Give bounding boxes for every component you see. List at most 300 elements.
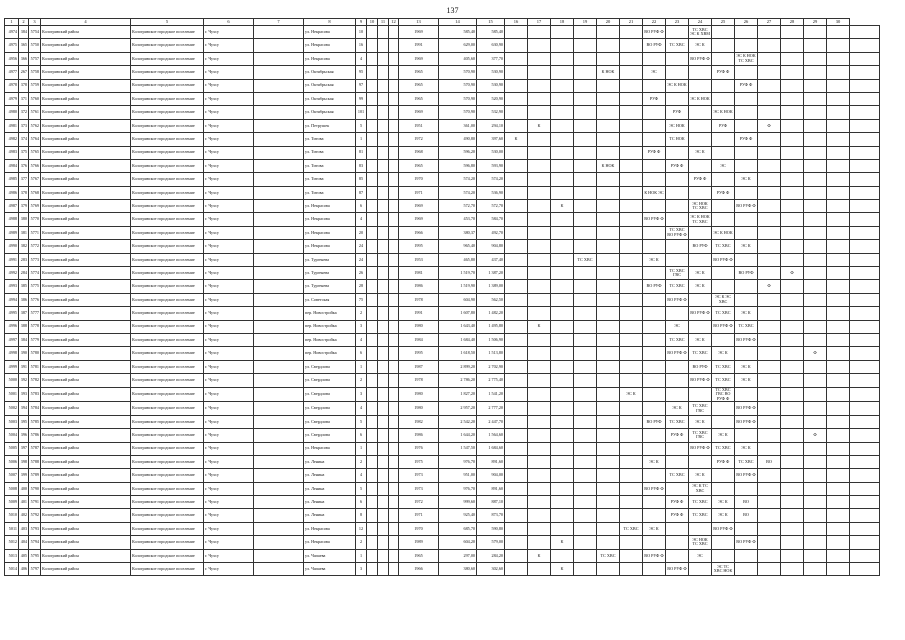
cell-house: 6 [356, 429, 367, 442]
cell-empty [735, 106, 758, 119]
cell-empty [389, 66, 399, 79]
cell-empty [378, 429, 389, 442]
cell-district: Кологривский район [41, 320, 131, 333]
cell-empty [574, 146, 597, 159]
cell-empty [551, 482, 574, 495]
cell-year: 1969 [399, 213, 439, 226]
cell-empty [850, 173, 880, 186]
cell-empty [389, 455, 399, 468]
cell-year: 1970 [399, 173, 439, 186]
cell-utility-code: ЭС [666, 320, 689, 333]
cell-empty [378, 415, 389, 428]
cell-street: ул. Тургенева [304, 267, 356, 280]
cell-utility-code: РУФ Ф [666, 496, 689, 509]
cell-house: 3 [356, 387, 367, 402]
cell-empty [378, 159, 389, 172]
cell-empty [804, 253, 827, 266]
cell-street: ул. Октябрьская [304, 92, 356, 105]
cell-empty [597, 226, 620, 239]
cell-empty [254, 496, 304, 509]
cell-utility-code: ВО РУФ Ф [643, 26, 666, 39]
cell-empty [551, 347, 574, 360]
cell-empty [367, 253, 378, 266]
cell-house: 2 [356, 307, 367, 320]
cell-a1: 685,70 [439, 522, 477, 535]
cell-empty [574, 455, 597, 468]
cell-utility-code: ВО РУФ Ф [735, 200, 758, 213]
cell-empty [378, 240, 389, 253]
cell-c1: 5007 [5, 469, 19, 482]
cell-empty [827, 496, 850, 509]
cell-a2: 437,40 [477, 253, 505, 266]
cell-empty [389, 146, 399, 159]
cell-street: ул. Ленина [304, 482, 356, 495]
cell-empty [597, 320, 620, 333]
cell-utility-code: ВО [735, 509, 758, 522]
cell-year: 1986 [399, 429, 439, 442]
cell-utility-code: ВО РУФ Ф [735, 333, 758, 346]
cell-house: 6 [356, 496, 367, 509]
cell-house: 20 [356, 226, 367, 239]
cell-utility-code: ЭС К [712, 496, 735, 509]
cell-district: Кологривский район [41, 92, 131, 105]
cell-a2: 1 506,90 [477, 333, 505, 346]
cell-empty [528, 293, 551, 306]
cell-empty [389, 200, 399, 213]
cell-empty [551, 173, 574, 186]
cell-empty [254, 522, 304, 535]
cell-empty [254, 159, 304, 172]
cell-empty [758, 402, 781, 415]
cell-empty [620, 52, 643, 65]
cell-empty [758, 106, 781, 119]
cell-empty [254, 402, 304, 415]
cell-empty [781, 39, 804, 52]
cell-empty [254, 213, 304, 226]
cell-empty [758, 536, 781, 549]
cell-empty [850, 509, 880, 522]
cell-settlement: Кологривское городское поселение [131, 186, 204, 199]
cell-utility-code: ЭС К [689, 469, 712, 482]
cell-empty [378, 402, 389, 415]
cell-a2: 1 495,80 [477, 320, 505, 333]
cell-utility-code: ВО РУФ [643, 280, 666, 293]
cell-empty [254, 360, 304, 373]
cell-empty [528, 429, 551, 442]
cell-empty [804, 159, 827, 172]
cell-town: г. Чухсу [204, 106, 254, 119]
cell-empty [735, 146, 758, 159]
cell-empty [551, 333, 574, 346]
cell-a2: 590,80 [477, 522, 505, 535]
cell-empty [389, 374, 399, 387]
cell-a1: 1 519,90 [439, 280, 477, 293]
cell-utility-code: ЭС К [712, 429, 735, 442]
cell-empty [643, 307, 666, 320]
cell-c1: 4998 [5, 347, 19, 360]
cell-empty [620, 482, 643, 495]
cell-empty [735, 26, 758, 39]
column-header: 14 [439, 19, 477, 26]
cell-year: 1975 [399, 455, 439, 468]
cell-empty [712, 333, 735, 346]
cell-empty [389, 402, 399, 415]
cell-empty [850, 536, 880, 549]
column-header: 18 [551, 19, 574, 26]
cell-empty [850, 442, 880, 455]
cell-empty [689, 159, 712, 172]
cell-settlement: Кологривское городское поселение [131, 267, 204, 280]
cell-settlement: Кологривское городское поселение [131, 119, 204, 132]
cell-a1: 1 519,70 [439, 267, 477, 280]
cell-empty [758, 26, 781, 39]
cell-utility-code: ТС ХВС [712, 307, 735, 320]
cell-c1: 4983 [5, 146, 19, 159]
cell-utility-code: ТС ХВС ГВС [689, 429, 712, 442]
cell-district: Кологривский район [41, 79, 131, 92]
cell-utility-code: К НОК [597, 66, 620, 79]
cell-empty [827, 374, 850, 387]
cell-empty [254, 253, 304, 266]
cell-empty [850, 186, 880, 199]
cell-settlement: Кологривское городское поселение [131, 26, 204, 39]
cell-a2: 492,70 [477, 226, 505, 239]
cell-empty [850, 253, 880, 266]
cell-year: 1973 [399, 482, 439, 495]
cell-empty [528, 442, 551, 455]
cell-utility-code: ТС ХВС [712, 360, 735, 373]
table-row [5, 133, 880, 146]
cell-settlement: Кологривское городское поселение [131, 293, 204, 306]
cell-a1: 976,70 [439, 482, 477, 495]
cell-empty [666, 253, 689, 266]
cell-house: 95 [356, 66, 367, 79]
cell-empty [597, 173, 620, 186]
cell-empty [505, 415, 528, 428]
cell-empty [528, 374, 551, 387]
cell-empty [505, 213, 528, 226]
cell-settlement: Кологривское городское поселение [131, 442, 204, 455]
cell-empty [712, 469, 735, 482]
table-row [5, 402, 880, 415]
cell-street: ул. Свердлова [304, 429, 356, 442]
cell-empty [528, 387, 551, 402]
cell-empty [574, 159, 597, 172]
cell-empty [758, 387, 781, 402]
cell-empty [367, 159, 378, 172]
cell-empty [620, 106, 643, 119]
cell-street: ул. Чапаева [304, 549, 356, 562]
cell-c2: 395 [19, 415, 29, 428]
cell-empty [574, 213, 597, 226]
cell-utility-code: ТС ХВС [574, 253, 597, 266]
cell-empty [574, 39, 597, 52]
cell-town: г. Чухсу [204, 563, 254, 576]
cell-a1: 570,90 [439, 92, 477, 105]
cell-empty [804, 482, 827, 495]
cell-c2: 400 [19, 482, 29, 495]
cell-c2: 392 [19, 374, 29, 387]
cell-c2: 382 [19, 240, 29, 253]
cell-empty [643, 496, 666, 509]
cell-empty [827, 173, 850, 186]
cell-empty [850, 429, 880, 442]
cell-c2: 377 [19, 173, 29, 186]
cell-empty [850, 39, 880, 52]
table-row [5, 200, 880, 213]
cell-empty [643, 563, 666, 576]
column-header: 1 [5, 19, 19, 26]
cell-empty [827, 455, 850, 468]
cell-empty [505, 267, 528, 280]
cell-district: Кологривский район [41, 333, 131, 346]
cell-settlement: Кологривское городское поселение [131, 39, 204, 52]
cell-settlement: Кологривское городское поселение [131, 387, 204, 402]
table-row [5, 522, 880, 535]
cell-empty [712, 79, 735, 92]
cell-empty [367, 79, 378, 92]
cell-empty [620, 333, 643, 346]
cell-empty [758, 333, 781, 346]
cell-empty [505, 280, 528, 293]
cell-c2: 406 [19, 563, 29, 576]
cell-empty [827, 293, 850, 306]
cell-empty [528, 133, 551, 146]
cell-district: Кологривский район [41, 146, 131, 159]
cell-empty [850, 549, 880, 562]
cell-utility-code: ВО РУФ Ф [666, 347, 689, 360]
cell-empty [781, 360, 804, 373]
cell-empty [551, 66, 574, 79]
cell-a2: 891,60 [477, 482, 505, 495]
cell-town: г. Чухсу [204, 496, 254, 509]
cell-empty [551, 509, 574, 522]
cell-empty [389, 307, 399, 320]
cell-empty [254, 387, 304, 402]
cell-empty [551, 402, 574, 415]
cell-empty [620, 133, 643, 146]
cell-empty [574, 79, 597, 92]
cell-district: Кологривский район [41, 509, 131, 522]
cell-empty [781, 92, 804, 105]
cell-c1: 5004 [5, 429, 19, 442]
cell-district: Кологривский район [41, 455, 131, 468]
cell-empty [735, 280, 758, 293]
cell-a2: 1 389,00 [477, 280, 505, 293]
table-row [5, 469, 880, 482]
cell-empty [574, 119, 597, 132]
cell-a2: 891,60 [477, 455, 505, 468]
cell-utility-code: ЭС К [689, 146, 712, 159]
cell-c3: 5790 [29, 482, 41, 495]
cell-a2: 904,80 [477, 240, 505, 253]
cell-empty [367, 146, 378, 159]
cell-empty [378, 133, 389, 146]
cell-empty [758, 442, 781, 455]
cell-c1: 4993 [5, 280, 19, 293]
cell-street: пер. Новостройка [304, 333, 356, 346]
cell-settlement: Кологривское городское поселение [131, 347, 204, 360]
cell-c1: 4982 [5, 133, 19, 146]
cell-settlement: Кологривское городское поселение [131, 79, 204, 92]
cell-empty [378, 293, 389, 306]
cell-utility-code: ВО РУФ Ф [712, 253, 735, 266]
cell-empty [505, 293, 528, 306]
cell-settlement: Кологривское городское поселение [131, 374, 204, 387]
cell-utility-code: ВО РУФ Ф [666, 563, 689, 576]
cell-empty [378, 213, 389, 226]
cell-c3: 5787 [29, 442, 41, 455]
cell-c1: 4994 [5, 293, 19, 306]
cell-empty [378, 226, 389, 239]
table-row [5, 374, 880, 387]
cell-a1: 585,40 [439, 26, 477, 39]
cell-empty [597, 482, 620, 495]
cell-settlement: Кологривское городское поселение [131, 482, 204, 495]
cell-empty [597, 79, 620, 92]
cell-empty [389, 320, 399, 333]
cell-empty [597, 92, 620, 105]
cell-a2: 536,90 [477, 186, 505, 199]
cell-district: Кологривский район [41, 52, 131, 65]
cell-empty [378, 455, 389, 468]
table-row [5, 39, 880, 52]
cell-empty [827, 469, 850, 482]
cell-empty [574, 226, 597, 239]
cell-empty [643, 333, 666, 346]
cell-utility-code: ВО РУФ Ф [735, 469, 758, 482]
cell-empty [367, 119, 378, 132]
cell-c3: 5757 [29, 52, 41, 65]
cell-empty [505, 26, 528, 39]
cell-empty [254, 39, 304, 52]
cell-empty [850, 267, 880, 280]
cell-town: г. Чухсу [204, 482, 254, 495]
cell-utility-code: ЭС К [689, 267, 712, 280]
cell-year: 1969 [399, 200, 439, 213]
cell-settlement: Кологривское городское поселение [131, 509, 204, 522]
table-row [5, 442, 880, 455]
cell-house: 5 [356, 119, 367, 132]
cell-empty [597, 26, 620, 39]
cell-house: 101 [356, 106, 367, 119]
cell-c2: 376 [19, 159, 29, 172]
cell-utility-code: ТС ХВС [620, 522, 643, 535]
cell-empty [850, 387, 880, 402]
cell-empty [735, 563, 758, 576]
cell-house: 26 [356, 267, 367, 280]
cell-empty [620, 563, 643, 576]
cell-house: 6 [356, 347, 367, 360]
cell-empty [781, 415, 804, 428]
cell-empty [827, 159, 850, 172]
cell-empty [367, 549, 378, 562]
cell-empty [827, 482, 850, 495]
cell-empty [827, 119, 850, 132]
cell-street: ул. Некрасова [304, 442, 356, 455]
cell-empty [389, 387, 399, 402]
cell-empty [781, 280, 804, 293]
cell-empty [528, 159, 551, 172]
cell-empty [597, 536, 620, 549]
column-header: 8 [304, 19, 356, 26]
cell-empty [620, 307, 643, 320]
cell-a1: 1 618,50 [439, 347, 477, 360]
cell-town: г. Чухсу [204, 92, 254, 105]
cell-year: 1965 [399, 92, 439, 105]
cell-empty [758, 360, 781, 373]
cell-a2: 530,00 [477, 146, 505, 159]
cell-a2: 593,90 [477, 159, 505, 172]
cell-empty [528, 360, 551, 373]
cell-district: Кологривский район [41, 536, 131, 549]
cell-empty [389, 347, 399, 360]
cell-empty [827, 522, 850, 535]
cell-a2: 562,50 [477, 293, 505, 306]
cell-utility-code: РУФ Ф [735, 79, 758, 92]
cell-year: 1981 [399, 267, 439, 280]
cell-empty [620, 469, 643, 482]
cell-empty [505, 92, 528, 105]
cell-empty [367, 226, 378, 239]
cell-c1: 4987 [5, 200, 19, 213]
cell-empty [574, 240, 597, 253]
cell-street: ул. Некрасова [304, 39, 356, 52]
cell-town: г. Чухсу [204, 455, 254, 468]
cell-empty [367, 402, 378, 415]
cell-empty [597, 563, 620, 576]
cell-c2: 267 [19, 66, 29, 79]
cell-a1: 604,20 [439, 536, 477, 549]
cell-a1: 380,60 [439, 563, 477, 576]
cell-empty [505, 360, 528, 373]
cell-empty [804, 79, 827, 92]
cell-empty [505, 549, 528, 562]
cell-empty [528, 186, 551, 199]
cell-empty [781, 26, 804, 39]
cell-empty [850, 307, 880, 320]
cell-empty [528, 39, 551, 52]
cell-empty [689, 387, 712, 402]
cell-empty [643, 469, 666, 482]
cell-empty [378, 26, 389, 39]
cell-empty [254, 536, 304, 549]
cell-utility-code: ЭС К [712, 509, 735, 522]
cell-utility-code: ВО РУФ [689, 360, 712, 373]
cell-c3: 5789 [29, 469, 41, 482]
cell-utility-code: Ф [758, 280, 781, 293]
cell-utility-code: К [528, 119, 551, 132]
cell-a1: 2 957,20 [439, 402, 477, 415]
cell-empty [781, 496, 804, 509]
cell-empty [389, 536, 399, 549]
cell-empty [389, 253, 399, 266]
cell-empty [666, 536, 689, 549]
table-row [5, 347, 880, 360]
cell-empty [378, 66, 389, 79]
cell-empty [620, 267, 643, 280]
cell-empty [850, 563, 880, 576]
cell-empty [620, 119, 643, 132]
cell-empty [827, 200, 850, 213]
cell-utility-code: К НОК [597, 159, 620, 172]
cell-utility-code: ВО РУФ Ф [643, 549, 666, 562]
cell-empty [551, 213, 574, 226]
cell-house: 1 [356, 442, 367, 455]
cell-district: Кологривский район [41, 387, 131, 402]
cell-empty [781, 374, 804, 387]
column-header: 16 [505, 19, 528, 26]
